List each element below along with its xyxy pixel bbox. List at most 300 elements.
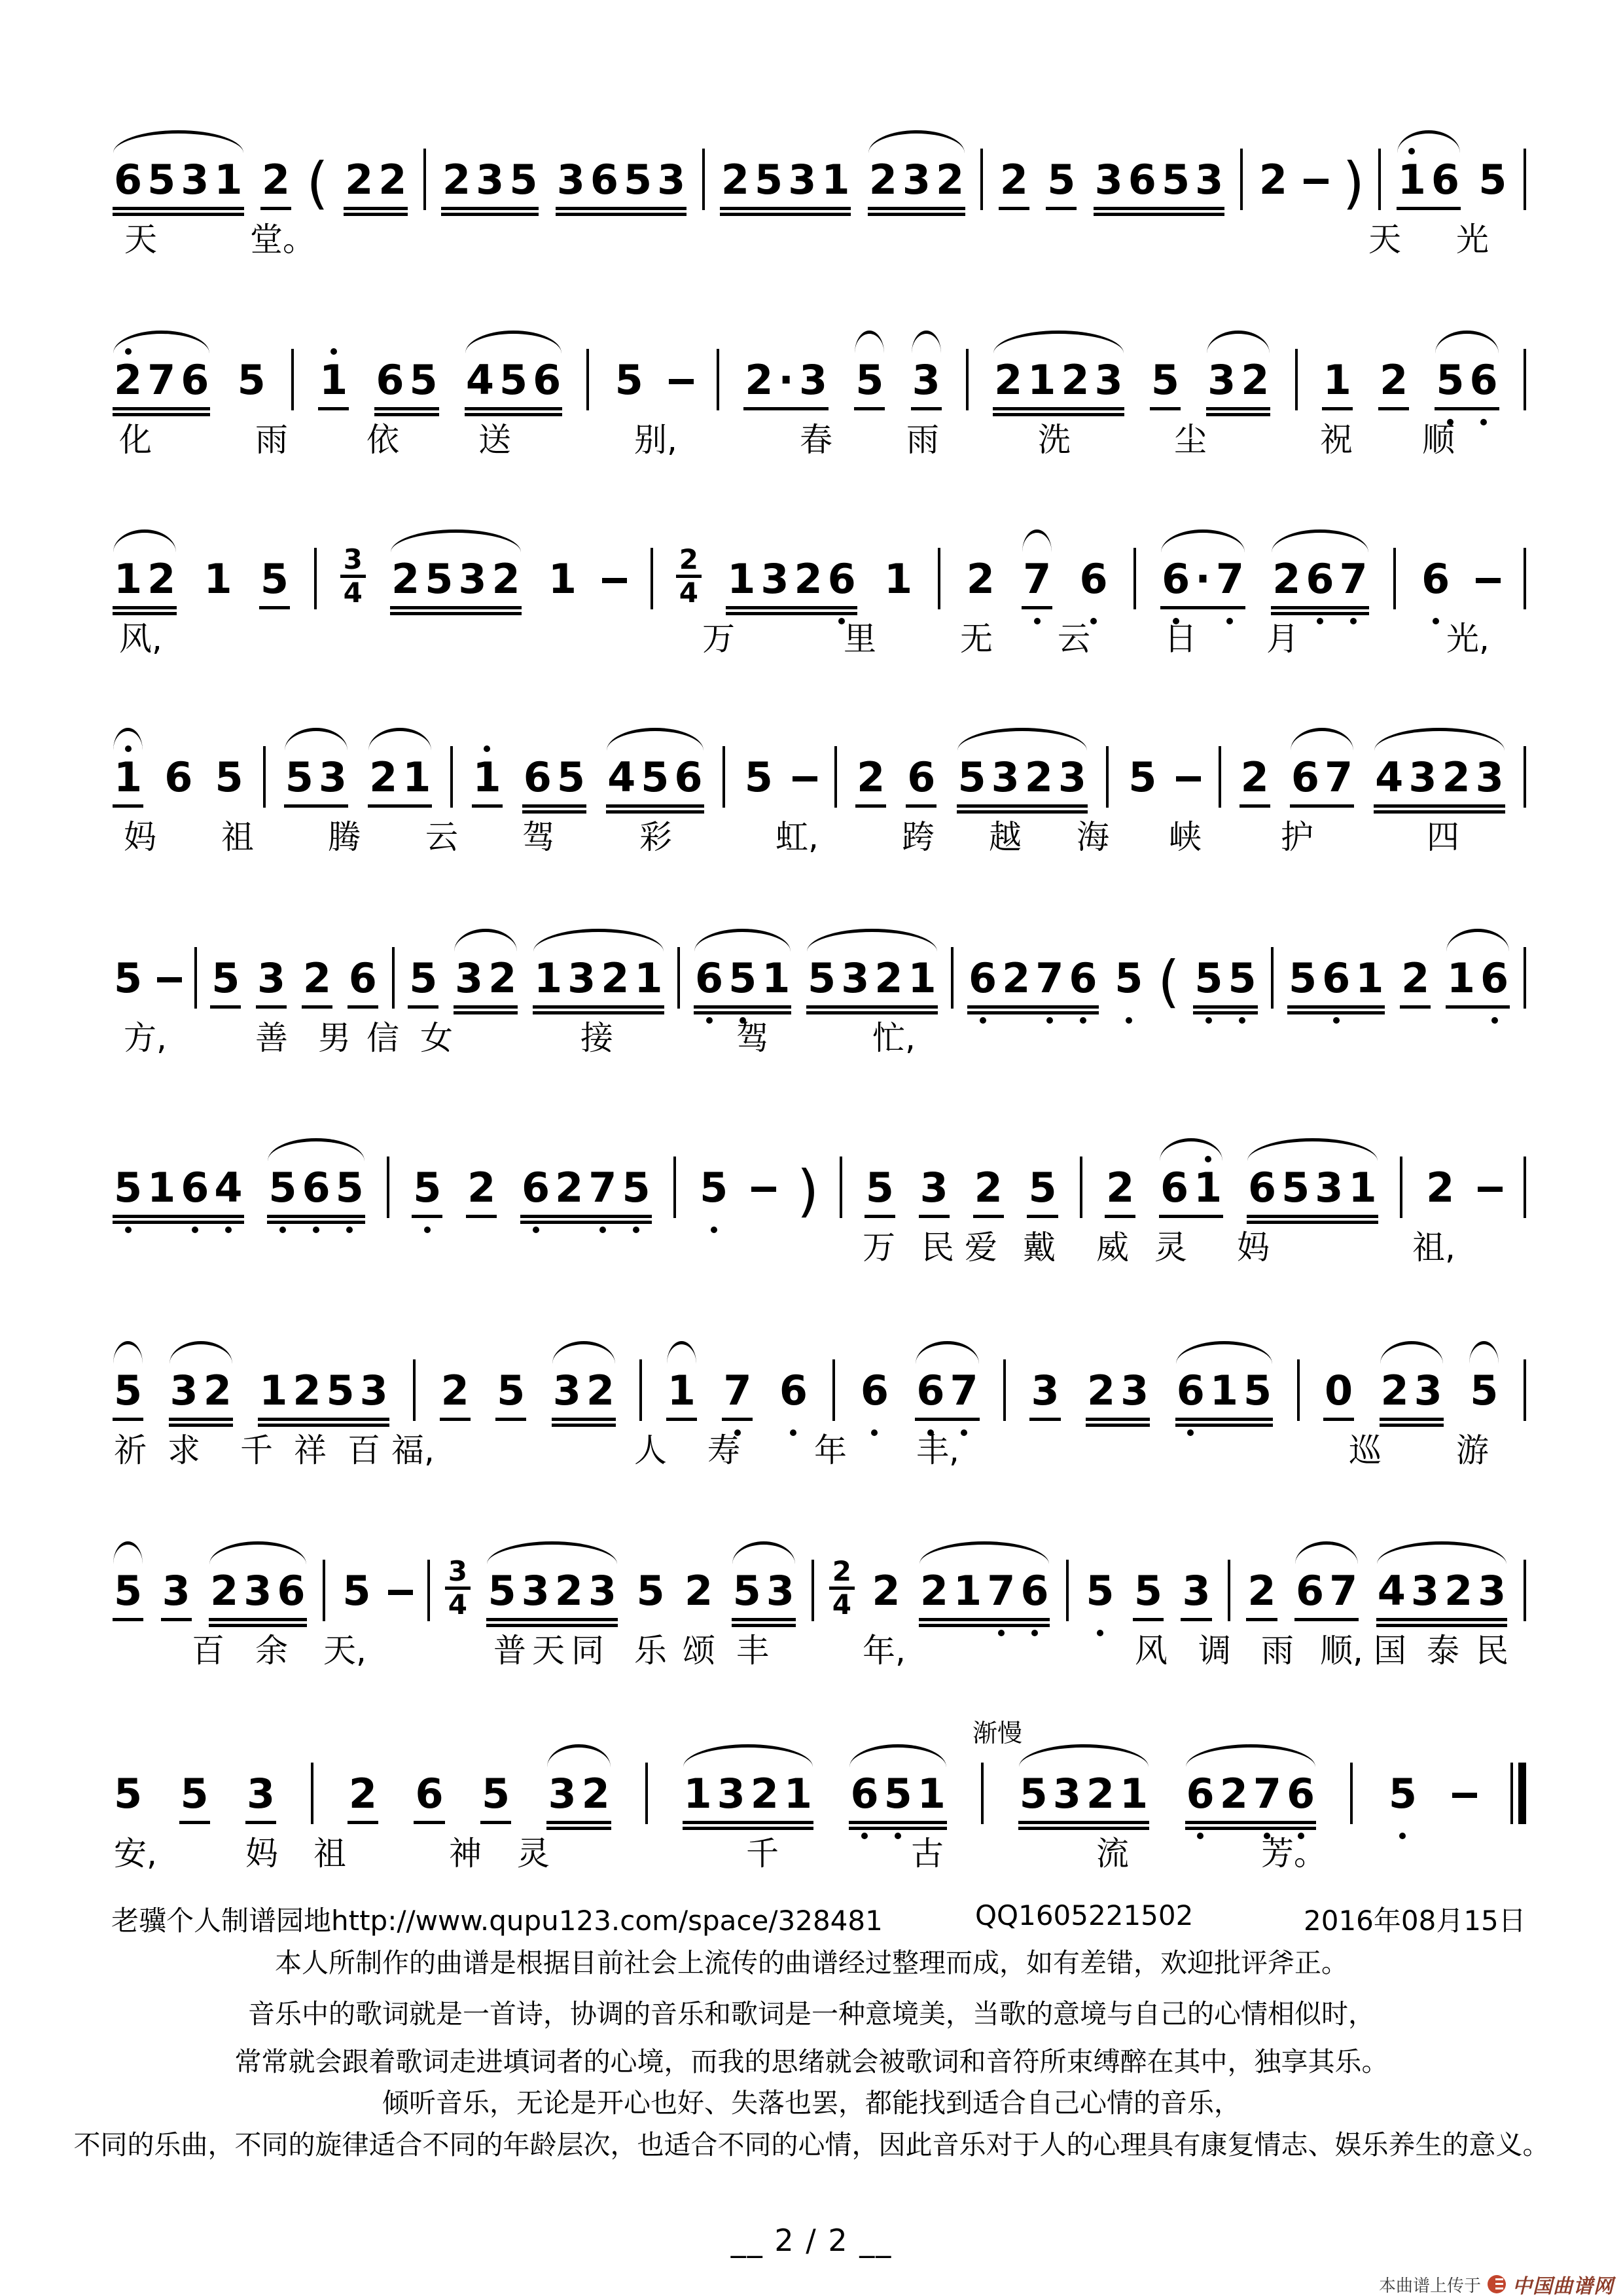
note-digit: 6 [1284, 1770, 1317, 1818]
note-digit: 6 [1184, 1770, 1217, 1818]
note-group [1158, 1164, 1224, 1211]
barline [450, 746, 453, 808]
dash-note [157, 977, 182, 982]
lyric-syllable: 风, [119, 620, 162, 658]
qupu-logo-icon [1488, 2275, 1506, 2293]
time-signature: 3 4 [445, 1556, 471, 1620]
note-digit: 7 [1033, 955, 1066, 1002]
note-digit: 2 [203, 1367, 232, 1414]
lyric-syllable: 堂。 [250, 221, 315, 259]
note-digit: 2 [1219, 1770, 1248, 1818]
note-digit: 1 [1120, 1770, 1149, 1818]
note-digit: 2 [488, 954, 517, 1002]
note-digit: 1 [1323, 356, 1351, 404]
note-digit: 6 [1295, 1567, 1325, 1615]
note-group [863, 1164, 897, 1211]
note-digit: 3 [657, 156, 686, 204]
lyric-syllable: 祥 [294, 1431, 327, 1469]
note-digit: 3 [359, 1367, 388, 1414]
note-group [465, 1164, 498, 1211]
note-digit: 3 [1031, 1367, 1060, 1414]
note-digit: 6 [348, 954, 377, 1002]
barline [832, 1359, 835, 1421]
note-digit: 2 [293, 1367, 321, 1414]
lyric-syllable: 年, [863, 1632, 906, 1670]
dash-note [1176, 776, 1201, 781]
note-digit: 1 [667, 1367, 696, 1414]
lyric-syllable: 春 [800, 421, 832, 459]
note-digit: 2 [936, 156, 965, 204]
footer-note: 常常就会跟着歌词走进填词者的心境，而我的思绪就会被歌词和音符所束缚醉在其中，独享其乐。 [234, 2046, 1389, 2077]
note-digit: 2 [467, 1164, 496, 1211]
note-digit: 2 [868, 156, 897, 204]
lyric-syllable: 峡 [1169, 818, 1202, 856]
note-digit: 1 [204, 555, 232, 603]
lyrics-row [111, 1431, 1526, 1472]
note-digit: 2 [210, 1567, 239, 1615]
lyric-syllable: 云 [1058, 620, 1090, 658]
note-digit: 3 [1408, 753, 1437, 801]
note-digit: 2 [1087, 1367, 1116, 1414]
note-digit: 5 [1161, 156, 1190, 204]
lyric-syllable: 求 [168, 1431, 200, 1469]
note-group [721, 1367, 754, 1414]
note-digit: 2 [874, 954, 903, 1002]
barline [586, 349, 589, 410]
octave-dot-high [125, 745, 132, 752]
note-group [854, 754, 887, 801]
lyric-syllable: 普 [493, 1632, 526, 1670]
lyric-syllable: 爱 [965, 1229, 997, 1266]
barline [980, 149, 983, 210]
barline [291, 349, 294, 410]
note-digit: 6 [1066, 955, 1099, 1002]
note-digit: 7 [1213, 556, 1247, 603]
barline [1524, 349, 1526, 410]
note-digit: 2 [1380, 356, 1408, 404]
lyric-syllable: 丰 [736, 1632, 769, 1670]
watermark-text: 本曲谱上传于 [1378, 2276, 1481, 2296]
note-digit: 6 [1467, 357, 1501, 404]
note-group [1444, 955, 1511, 1002]
note-digit: 5 [1083, 1568, 1116, 1615]
dash-note [602, 578, 627, 583]
note-digit: 2 [1401, 954, 1430, 1002]
note-digit: 7 [147, 356, 176, 404]
lyric-syllable: 月 [1266, 620, 1299, 658]
notation-row [111, 151, 1526, 216]
lyric-syllable: 祝 [1320, 421, 1353, 459]
barline [840, 1157, 842, 1218]
barline [413, 1359, 416, 1421]
note-digit: 4 [211, 1164, 245, 1211]
note-digit: 6 [1128, 156, 1156, 204]
note-digit: 2 [994, 356, 1023, 404]
note-digit: 5 [260, 555, 289, 603]
barline [263, 746, 266, 808]
lyric-syllable: 戴 [1023, 1229, 1056, 1266]
note-group [111, 1568, 145, 1615]
barline [1003, 1359, 1006, 1421]
note-digit: 3 [243, 1567, 272, 1615]
barline [938, 548, 940, 609]
lyric-syllable: 万 [863, 1229, 895, 1266]
note-digit: 5 [1470, 1367, 1499, 1414]
lyric-syllable: 祈 [114, 1431, 147, 1469]
lyric-syllable: 千 [746, 1835, 779, 1873]
lyric-syllable: 颂 [683, 1632, 715, 1670]
lyric-syllable: 泰 [1427, 1632, 1459, 1670]
note-digit: 2 [974, 1164, 1003, 1211]
note-digit: 2 [1241, 356, 1270, 404]
lyric-syllable: 护 [1281, 818, 1313, 856]
octave-dot-high [125, 348, 132, 355]
barline [423, 149, 426, 210]
note-digit: 2 [999, 156, 1028, 204]
note-group [1377, 357, 1410, 404]
note-digit: 2 [442, 156, 471, 204]
lyrics-row [111, 421, 1526, 461]
note-digit: 7 [948, 1367, 981, 1414]
note-digit: 2 [1086, 1770, 1115, 1818]
note-digit: 5 [957, 753, 986, 801]
note-digit: 6 [277, 1567, 306, 1615]
barline [1228, 1560, 1230, 1621]
note-digit: 2 [147, 555, 176, 603]
system-6 [111, 1158, 1526, 1266]
note-digit: 6 [1319, 955, 1353, 1002]
notation-row [111, 543, 1526, 609]
system-9 [111, 1719, 1526, 1873]
note-digit: 3 [556, 156, 585, 204]
note-digit: 3 [1094, 156, 1123, 204]
note-group [111, 1164, 245, 1211]
note-group [1159, 556, 1247, 603]
note-group [111, 556, 178, 603]
note-digit: 3 [1315, 1164, 1344, 1211]
credit-qq: QQ1605221502 [975, 1899, 1194, 1931]
note-group [162, 754, 195, 801]
lyric-syllable: 千 [240, 1431, 273, 1469]
lyric-syllable: 无 [960, 620, 993, 658]
note-digit: 5 [624, 156, 652, 204]
note-group [283, 754, 349, 801]
note-digit: 6 [1174, 1367, 1207, 1414]
note-digit: 4 [1375, 753, 1404, 801]
note-digit: 3 [841, 954, 870, 1002]
note-group [1132, 1568, 1165, 1615]
note-digit: 5 [326, 1367, 355, 1414]
note-digit: 3 [476, 156, 505, 204]
footer-note: 不同的乐曲，不同的旋律适合不同的年龄层次，也适合不同的心情，因此音乐对于人的心理具有康复情志、娱乐养生的意义。 [73, 2129, 1550, 2161]
barline [645, 1763, 648, 1824]
lyric-syllable: 彩 [639, 818, 672, 856]
note-group [255, 955, 288, 1002]
note-digit: 2 [745, 356, 774, 404]
lyric-syllable: 祖 [221, 818, 254, 856]
note-digit: 5 [1225, 955, 1258, 1002]
note-group [235, 357, 268, 404]
note-group [545, 1770, 612, 1818]
lyric-syllable: 安, [114, 1835, 157, 1873]
lyric-syllable: 尘 [1174, 421, 1207, 459]
lyric-syllable: 顺, [1320, 1632, 1363, 1670]
note-digit: · [1195, 555, 1211, 603]
note-group [1103, 1164, 1137, 1211]
note-digit: 5 [865, 1164, 894, 1211]
note-digit: 2 [554, 1567, 583, 1615]
lyric-syllable: 百 [348, 1431, 380, 1469]
note-digit: 7 [984, 1568, 1018, 1615]
note-group [160, 1568, 193, 1615]
lyric-syllable: 巡 [1349, 1431, 1382, 1469]
barline [194, 947, 197, 1009]
note-group [997, 156, 1031, 204]
note-digit: 5 [732, 1567, 761, 1615]
note-digit: 5 [237, 356, 266, 404]
lyric-syllable: 调 [1198, 1632, 1231, 1670]
note-digit: 5 [556, 753, 586, 801]
note-digit: 5 [1028, 1164, 1057, 1211]
note-digit: 5 [114, 1567, 143, 1615]
lyric-syllable: 民 [921, 1229, 954, 1266]
note-group [1238, 754, 1272, 801]
note-digit: 2 [1272, 555, 1301, 603]
note-digit: 6 [1160, 1164, 1189, 1211]
note-digit: 1 [917, 1770, 946, 1818]
note-group [1028, 1367, 1061, 1414]
note-group [665, 1367, 698, 1414]
note-digit: 3 [169, 1367, 198, 1414]
parenthesis: ( [1158, 949, 1180, 1014]
note-group [1293, 1568, 1360, 1615]
note-digit: 6 [164, 753, 193, 801]
note-group [389, 556, 523, 603]
credit-site-link[interactable]: 老骥个人制谱园地http://www.qupu123.com/space/328481 [111, 1905, 883, 1937]
lyric-syllable: 雨 [255, 421, 288, 459]
lyric-syllable: 天 [1368, 221, 1401, 259]
lyric-syllable: 海 [1077, 818, 1109, 856]
note-digit: 6 [299, 1164, 332, 1211]
note-digit: 5 [215, 753, 243, 801]
note-digit: 2 [721, 156, 750, 204]
lyric-syllable: 依 [366, 421, 399, 459]
note-digit: 2 [302, 954, 331, 1002]
note-group [111, 754, 145, 801]
note-digit: 5 [285, 753, 313, 801]
lyric-syllable: 雨 [1261, 1632, 1294, 1670]
barline [1295, 349, 1298, 410]
barline [1378, 149, 1381, 210]
note-digit: 2 [1106, 1164, 1135, 1211]
note-group [340, 1568, 373, 1615]
note-digit: · [778, 356, 794, 404]
barline [981, 1763, 984, 1824]
lyric-syllable: 日 [1164, 620, 1197, 658]
note-digit: 6 [533, 356, 562, 404]
note-group [1174, 1367, 1274, 1414]
note-group [111, 1367, 145, 1414]
note-digit: 2 [581, 1770, 610, 1818]
note-group [633, 1568, 667, 1615]
lyric-syllable: 光 [1456, 221, 1489, 259]
lyric-syllable: 顺 [1422, 421, 1455, 459]
note-digit: 2 [111, 357, 145, 404]
barline [1524, 947, 1526, 1009]
note-group [1270, 556, 1370, 603]
lyrics-row [111, 1835, 1526, 1875]
note-digit: 2 [685, 1567, 713, 1615]
dash-note [669, 379, 694, 384]
note-digit: 5 [488, 1567, 516, 1615]
credit-date: 2016年08月15日 [1304, 1905, 1526, 1937]
lyric-syllable: 古 [911, 1835, 944, 1873]
note-digit: 5 [1386, 1770, 1419, 1818]
note-digit: 3 [919, 1164, 948, 1211]
footer-note: 音乐中的歌词就是一首诗，协调的音乐和歌词是一种意境美，当歌的意境与自己的心情相似时， [248, 1998, 1375, 2030]
note-digit: 2 [919, 1567, 949, 1615]
note-digit: 6 [1303, 556, 1336, 603]
lyric-syllable: 民 [1476, 1632, 1508, 1670]
note-digit: 5 [1288, 954, 1317, 1002]
note-group [1026, 1164, 1059, 1211]
lyric-syllable: 妈 [1237, 1229, 1270, 1266]
note-group [438, 1367, 472, 1414]
note-digit: 6 [519, 1164, 552, 1211]
barline [1524, 1157, 1526, 1218]
barline [951, 947, 954, 1009]
note-digit: 4 [607, 753, 636, 801]
note-digit: 5 [1281, 1164, 1310, 1211]
note-digit: 0 [1324, 1367, 1353, 1414]
note-group [1423, 1164, 1457, 1211]
note-digit: 5 [615, 356, 643, 404]
note-digit: 5 [808, 954, 836, 1002]
lyric-syllable: 丰, [916, 1431, 959, 1469]
note-group [366, 754, 433, 801]
barline [1106, 746, 1109, 808]
note-group [866, 156, 967, 204]
note-digit: 2 [1444, 1567, 1473, 1615]
barline [651, 548, 653, 609]
note-group [966, 955, 1100, 1002]
note-digit: 3 [902, 156, 931, 204]
note-group [882, 556, 915, 603]
lyric-syllable: 化 [119, 421, 152, 459]
note-digit: 1 [402, 753, 431, 801]
note-digit: 6 [590, 156, 619, 204]
note-group [1044, 156, 1078, 204]
lyric-syllable: 方, [124, 1019, 167, 1057]
lyric-syllable: 妈 [245, 1835, 278, 1873]
time-signature: 2 4 [829, 1556, 855, 1620]
note-digit: 5 [1112, 955, 1145, 1002]
note-group [1419, 556, 1452, 603]
note-digit: 2 [750, 1770, 779, 1818]
note-digit: 2 [491, 555, 520, 603]
note-digit: 4 [1377, 1567, 1406, 1615]
note-group [546, 556, 579, 603]
time-signature: 2 4 [676, 545, 702, 608]
note-digit: 6 [415, 1770, 444, 1818]
note-group [1372, 754, 1507, 801]
watermark-site-name: 中国曲谱网 [1512, 2275, 1614, 2296]
note-digit: 5 [342, 1567, 371, 1615]
octave-dot-high [1408, 148, 1415, 154]
lyric-syllable: 云 [425, 818, 458, 856]
note-digit: 3 [1094, 356, 1123, 404]
barline [1400, 1157, 1402, 1218]
lyrics-row [111, 620, 1526, 660]
parenthesis: ) [1342, 151, 1365, 216]
note-digit: 1 [1446, 954, 1476, 1002]
note-digit: 3 [991, 753, 1020, 801]
system-3 [111, 543, 1526, 658]
system-8 [111, 1555, 1526, 1670]
note-digit: 6 [114, 156, 143, 204]
note-digit: 4 [465, 356, 494, 404]
note-digit: 6 [1077, 556, 1110, 603]
dash-note [1476, 578, 1501, 583]
note-digit: 3 [717, 1770, 745, 1818]
notation-row [111, 1555, 1526, 1621]
note-group [1395, 156, 1462, 204]
barline [314, 548, 317, 609]
system-7 [111, 1366, 1526, 1469]
octave-dot-high [1205, 1156, 1211, 1162]
note-group [406, 955, 440, 1002]
dash-note [1478, 1187, 1503, 1192]
lyric-syllable: 天 [532, 1632, 565, 1670]
note-group [168, 1367, 234, 1414]
lyric-syllable: 忙, [872, 1019, 916, 1057]
lyric-syllable: 光, [1446, 620, 1489, 658]
note-digit: 6 [1478, 955, 1511, 1002]
note-digit: 2 [345, 156, 374, 204]
lyrics-row [111, 1019, 1526, 1060]
lyric-syllable: 善 [255, 1019, 288, 1057]
note-digit: 1 [954, 1567, 982, 1615]
note-digit: 1 [727, 555, 756, 603]
note-digit: 5 [641, 753, 669, 801]
lyric-syllable: 天, [323, 1632, 366, 1670]
lyric-syllable: 别, [634, 421, 677, 459]
note-digit: 5 [333, 1164, 366, 1211]
note-group [904, 754, 938, 801]
lyric-syllable: 妈 [124, 818, 156, 856]
note-digit: 2 [1380, 1367, 1409, 1414]
note-digit: 6 [376, 356, 404, 404]
barline [677, 947, 680, 1009]
lyric-syllable: 驾 [522, 818, 555, 856]
note-digit: 6 [1018, 1568, 1051, 1615]
note-group [412, 1770, 446, 1818]
note-group [410, 1164, 444, 1211]
parenthesis: ) [796, 1158, 819, 1224]
note-group [452, 955, 519, 1002]
lyric-syllable: 跨 [902, 818, 935, 856]
note-group [111, 156, 245, 204]
note-digit: 6 [1248, 1164, 1277, 1211]
note-digit: 1 [214, 156, 243, 204]
lyric-syllable: 送 [478, 421, 511, 459]
note-digit: 3 [181, 156, 209, 204]
dash-note [1452, 1793, 1477, 1798]
note-digit: 5 [1047, 156, 1076, 204]
note-digit: 5 [1243, 1367, 1272, 1414]
note-digit: 5 [481, 1770, 510, 1818]
note-group [178, 1770, 211, 1818]
